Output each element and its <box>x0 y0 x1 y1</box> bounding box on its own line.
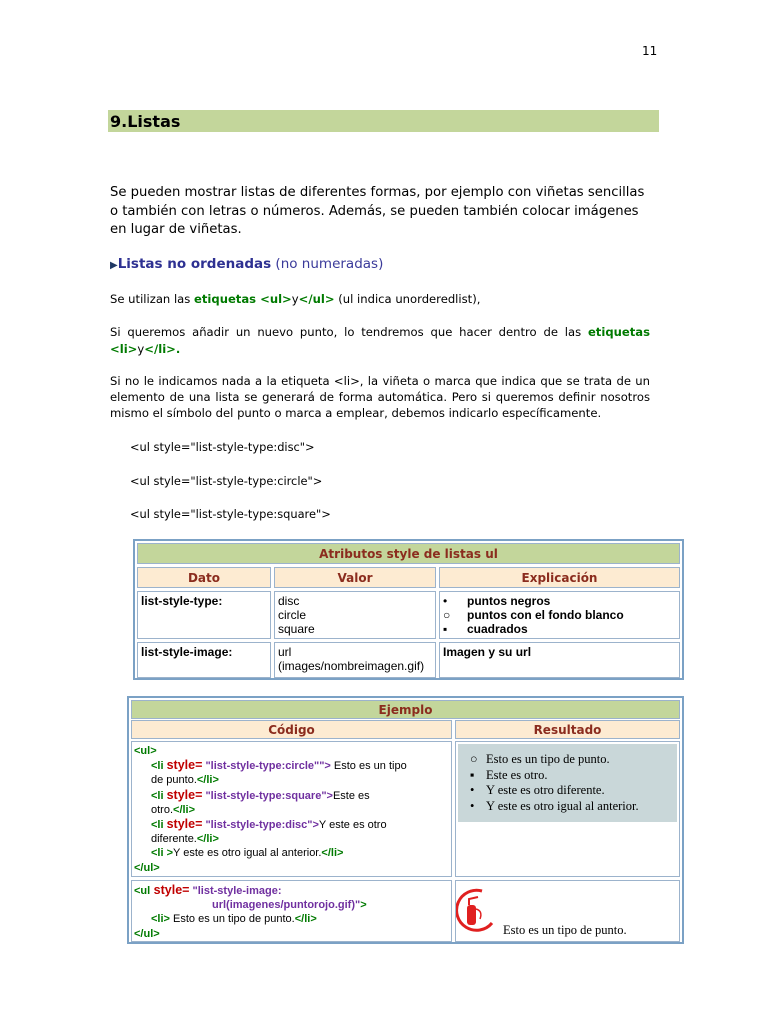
p1-text-e: (ul indica unorderedlist), <box>334 292 481 306</box>
code-example-square: <ul style="list-style-type:square"> <box>130 507 331 521</box>
explicacion-disc: • puntos negros <box>443 594 551 608</box>
p2-text-a: Si queremos añadir un nuevo punto, lo tendremos que hacer dentro de las <box>110 325 588 339</box>
valor-url-path: (images/nombreimagen.gif) <box>278 659 425 673</box>
result-image-item: Esto es un tipo de punto. <box>503 923 627 937</box>
code-ul-close: </ul> <box>134 861 160 874</box>
code-li-circle: <li style= "list-style-type:circle""> Esto es un tipo <box>151 758 407 773</box>
table2-header-codigo: Código <box>131 720 452 739</box>
p1-tag-ul-close: </ul> <box>298 292 335 306</box>
table1-row2-valor <box>274 642 436 678</box>
paragraph-li-tags <box>110 324 650 358</box>
result-item-4: • Y este es otro igual al anterior. <box>470 798 639 813</box>
code-block-types: <ul> <li style= "list-style-type:circle""> Esto es un tipo de punto.</li> <li style= "list-style-type:square">Este es otro.</li> <li style= "list-style-type:disc">Y este es otro diferente.</li> <li >Y este es otro igual al anterior.</li> </ul> <box>131 741 452 877</box>
table1-row1-explicacion <box>439 591 680 639</box>
paragraph-ul-tags <box>110 292 650 307</box>
p1-text-c: y <box>291 292 299 306</box>
result-list-box <box>458 744 677 822</box>
square-bullet-icon: ▪ <box>443 622 448 636</box>
style-attributes-table <box>133 539 684 680</box>
example-table <box>127 696 684 944</box>
code-example-disc: <ul style="list-style-type:disc"> <box>130 440 315 454</box>
section-title: 9.Listas <box>108 110 659 132</box>
explicacion-square: ▪ cuadrados <box>443 622 528 636</box>
p2-tag-li-close: </li>. <box>144 342 181 356</box>
result-item-3: • Y este es otro diferente. <box>470 783 605 798</box>
circle-bullet-icon: ○ <box>443 608 451 622</box>
p1-text-a: Se utilizan las <box>110 292 195 306</box>
table1-header-dato: Dato <box>137 567 271 588</box>
code-block-image: <ul style= "list-style-image: url(imagenes/puntorojo.gif)"> <li> Esto es un tipo de punto.</li> </ul> <box>131 880 452 942</box>
subheading-bold: Listas no ordenadas <box>117 256 272 272</box>
p2-tag-li-open: etiquetas <li> <box>110 325 650 356</box>
code-ul-image-close: </ul> <box>134 927 160 940</box>
red-circle-extinguisher-icon <box>456 885 496 939</box>
valor-disc: disc <box>278 594 300 608</box>
p1-tag-ul-open: etiquetas <ul> <box>194 292 292 306</box>
table2-title: Ejemplo <box>131 700 680 719</box>
table1-title: Atributos style de listas ul <box>137 543 680 564</box>
code-li-disc: <li style= "list-style-type:disc">Y este es otro <box>151 817 387 832</box>
table1-header-valor: Valor <box>274 567 436 588</box>
disc-bullet-icon: • <box>443 594 448 608</box>
code-ul-image-open: <ul style= "list-style-image: <box>134 883 282 897</box>
subheading-rest: (no numeradas) <box>271 256 384 272</box>
result-item-2: ▪ Este es otro. <box>470 767 548 782</box>
subheading <box>110 256 383 272</box>
table1-header-explicacion: Explicación <box>439 567 680 588</box>
disc-bullet-icon: • <box>470 798 475 813</box>
valor-circle: circle <box>278 608 307 622</box>
result-block-types <box>455 741 680 877</box>
code-li-image: <li> Esto es un tipo de punto.</li> <box>151 913 317 926</box>
code-example-circle: <ul style="list-style-type:circle"> <box>130 474 323 488</box>
table1-row1-dato: list-style-type: <box>137 591 271 639</box>
p2-text-c: y <box>137 342 145 356</box>
table1-row2-explicacion: Imagen y su url <box>439 642 680 678</box>
result-item-1: ○ Esto es un tipo de punto. <box>470 752 610 766</box>
valor-square: square <box>278 622 315 636</box>
intro-paragraph: Se pueden mostrar listas de diferentes formas, por ejemplo con viñetas sencillas o también con letras o números. Además, se pueden también colocar imágenes en lugar de viñetas. <box>110 185 645 237</box>
valor-url: url <box>278 645 292 659</box>
table1-row1-valor <box>274 591 436 639</box>
code-li-plain: <li >Y este es otro igual al anterior.</li> <box>151 847 344 860</box>
square-bullet-icon: ▪ <box>470 767 475 782</box>
triangle-bullet-icon: ▶ <box>110 260 118 271</box>
circle-bullet-icon: ○ <box>470 752 478 766</box>
table2-header-resultado: Resultado <box>455 720 680 739</box>
page-number: 11 <box>642 44 658 58</box>
result-block-image <box>455 880 680 942</box>
disc-bullet-icon: • <box>470 783 475 798</box>
table1-row2-dato: list-style-image: <box>137 642 271 678</box>
paragraph-bullet-explanation: Si no le indicamos nada a la etiqueta <li>, la viñeta o marca que indica que se trata de un elemento de una lista se generará de forma automática. Pero si queremos definir nosotros mismo el símbolo del punto o marca a emplear, debemos indicarlo específicamente. <box>110 374 650 420</box>
code-ul-open: <ul> <box>134 745 157 757</box>
explicacion-circle: ○ puntos con el fondo blanco <box>443 608 624 622</box>
code-li-square: <li style= "list-style-type:square">Este es <box>151 787 370 802</box>
